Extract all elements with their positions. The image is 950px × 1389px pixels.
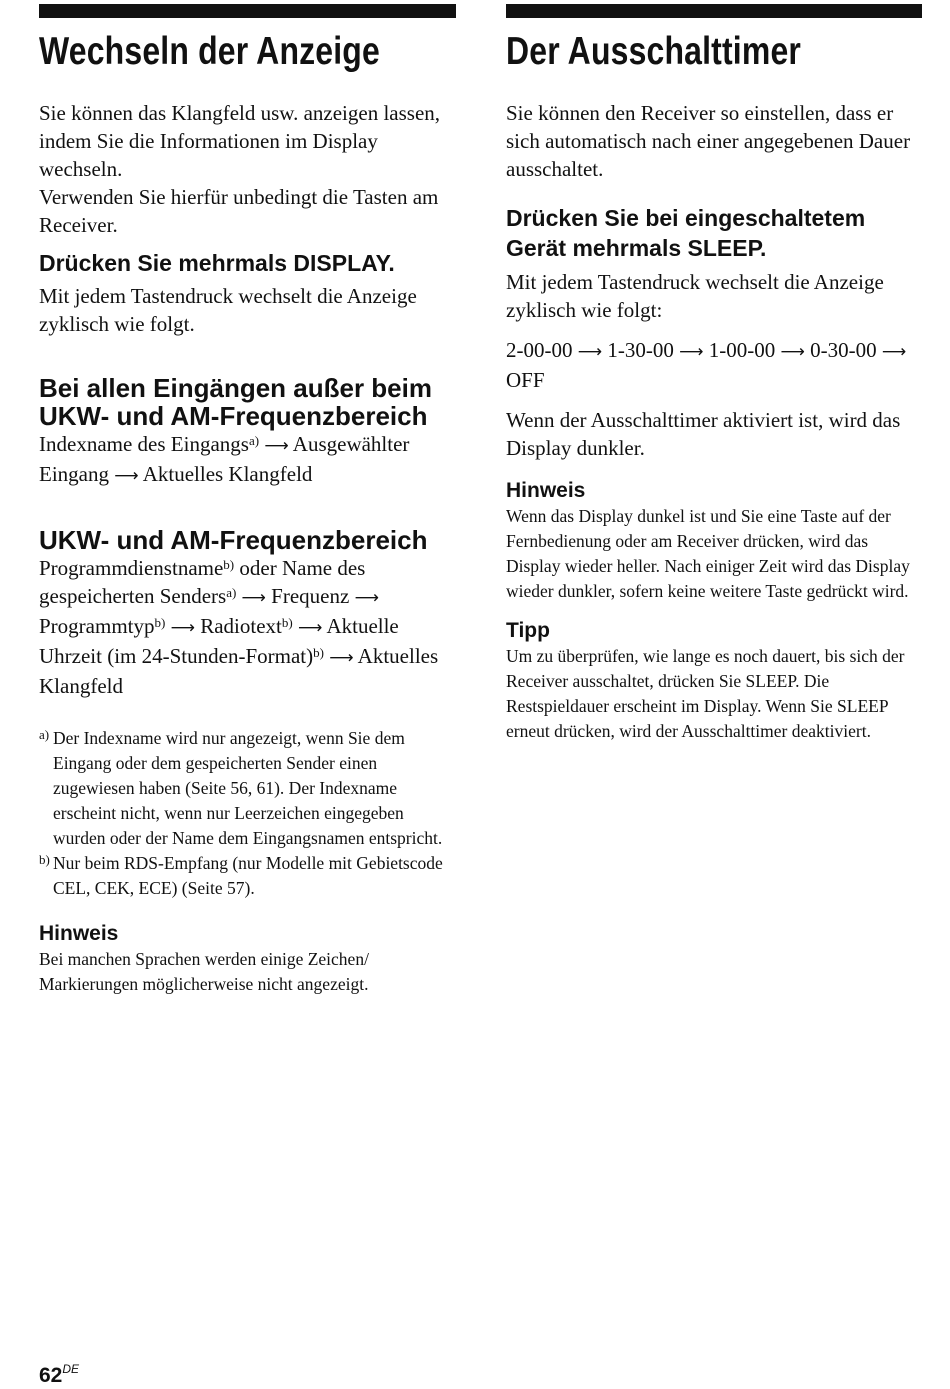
intro-paragraph: Sie können den Receiver so einstellen, dass er sich automatisch nach einer angegebenen Dauer ausschaltet. (506, 101, 911, 181)
subsection-heading-all-inputs: Bei allen Eingängen außer beim UKW- und AM-Frequenzbereich (39, 373, 432, 431)
arrow-icon: ⟶ (329, 648, 354, 668)
arrow-icon: ⟶ (170, 618, 195, 638)
page-suffix: DE (62, 1362, 80, 1376)
arrow-icon: ⟶ (354, 588, 379, 608)
footnote-a: a) Der Indexname wird nur angezeigt, wenn Sie dem Eingang oder dem gespeicherten Sender einen zugewiesen haben (Seite 56, 61). Der Indexname erscheint nicht, wenn nur Leerzeichen eingegeben wurden oder der Name dem Eingangsnamen entspricht. (39, 727, 443, 848)
arrow-icon: ⟶ (679, 342, 704, 362)
arrow-icon: ⟶ (780, 342, 805, 362)
right-column (506, 4, 922, 744)
note-text: Wenn das Display dunkel ist und Sie eine Taste auf der Fernbedienung oder am Receiver drücken, wird das Display wieder heller. Nach einiger Zeit wird das Display wieder dunkler, sofern keine weitere Taste gedrückt wird. (506, 506, 910, 601)
intro-paragraph: Sie können das Klangfeld usw. anzeigen lassen, indem Sie die Informationen im Display wechseln. (39, 101, 441, 181)
section-rule (506, 4, 922, 18)
arrow-icon: ⟶ (114, 466, 139, 486)
display-sequence-all-inputs: Indexname des Eingangs$^{a)}$ ⟶ Ausgewählter Eingang ⟶ Aktuelles Klangfeld (39, 432, 410, 486)
arrow-icon: ⟶ (264, 436, 289, 456)
section-title: Der Ausschalttimer (506, 30, 802, 73)
footnote-b: b) Nur beim RDS-Empfang (nur Modelle mit Gebietscode CEL, CEK, ECE) (Seite 57). (39, 852, 443, 898)
arrow-icon: ⟶ (577, 342, 603, 362)
note-text: Bei manchen Sprachen werden einige Zeichen/ Markierungen möglicherweise nicht angezeigt. (39, 949, 369, 994)
tip-text: Um zu überprüfen, wie lange es noch dauert, bis sich der Receiver ausschaltet, drücken Sie SLEEP. Die Restspieldauer erscheint im Display. Wenn Sie SLEEP erneut drücken, wird der Ausschalttimer deaktiviert. (506, 646, 905, 741)
dim-text: Wenn der Ausschalttimer aktiviert ist, wird das Display dunkler. (506, 408, 901, 460)
section-title: Wechseln der Anzeige (39, 30, 380, 73)
tip-heading: Tipp (506, 619, 550, 642)
intro-paragraph-2: Verwenden Sie hierfür unbedingt die Tasten am Receiver. (39, 185, 439, 237)
subsection-heading-fm-am: UKW- und AM-Frequenzbereich (39, 525, 428, 555)
step-heading: Drücken Sie bei eingeschaltetem Gerät mehrmals SLEEP. (506, 205, 866, 261)
section-rule (39, 4, 456, 18)
display-sequence-fm-am: Programmdienstname$^{b)}$ oder Name des gespeicherten Senders$^{a)}$ ⟶ Frequenz ⟶ Programmtyp$^{b)}$ ⟶ Radiotext$^{b)}$ ⟶ Aktuelle Uhrzeit (im 24-Stunden-Format)$^{b)}$ ⟶ Aktuelles Klangfeld (39, 556, 439, 698)
step-text: Mit jedem Tastendruck wechselt die Anzeige zyklisch wie folgt. (39, 284, 417, 336)
page-number: 62DE (39, 1362, 80, 1387)
note-heading: Hinweis (39, 922, 119, 945)
step-heading: Drücken Sie mehrmals DISPLAY. (39, 250, 395, 276)
arrow-icon: ⟶ (881, 342, 907, 362)
left-column (39, 4, 456, 997)
arrow-icon: ⟶ (297, 618, 323, 638)
sleep-sequence: 2-00-00 ⟶ 1-30-00 ⟶ 1-00-00 ⟶ 0-30-00 ⟶ OFF (506, 338, 907, 392)
note-heading: Hinweis (506, 479, 586, 502)
step-text: Mit jedem Tastendruck wechselt die Anzeige zyklisch wie folgt: (506, 270, 884, 322)
arrow-icon: ⟶ (241, 588, 266, 608)
